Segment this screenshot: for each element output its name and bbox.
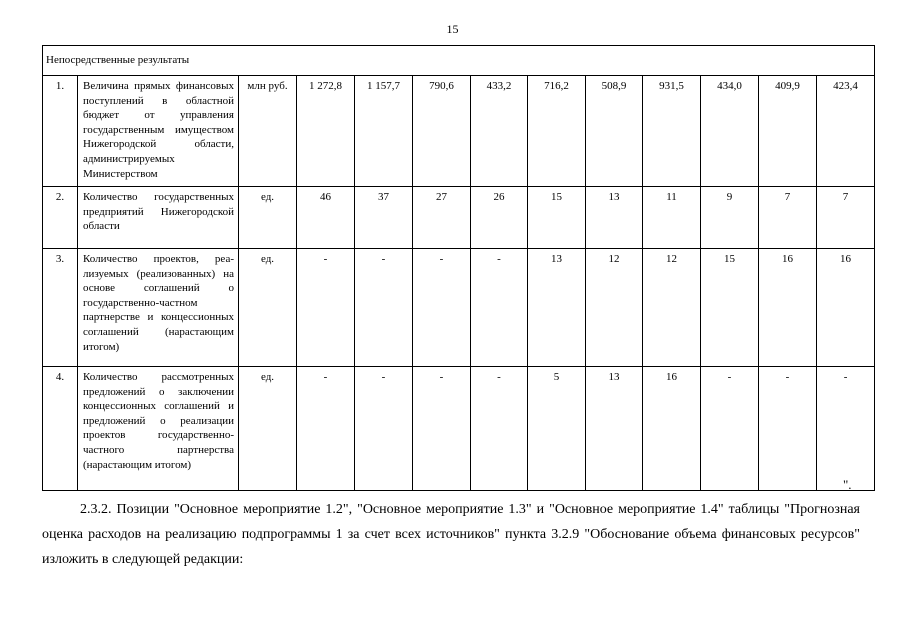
value-cell: - bbox=[297, 249, 355, 367]
value-cell: - bbox=[413, 367, 471, 491]
value-cell: 716,2 bbox=[528, 76, 586, 187]
value-cell: 16 bbox=[817, 249, 875, 367]
value-cell: 13 bbox=[528, 249, 586, 367]
value-cell: 37 bbox=[355, 187, 413, 249]
value-cell: 1 272,8 bbox=[297, 76, 355, 187]
value-cell: 11 bbox=[643, 187, 701, 249]
row-number: 1. bbox=[43, 76, 78, 187]
value-cell: - bbox=[297, 367, 355, 491]
section-header-row bbox=[43, 46, 875, 76]
value-cell: 16 bbox=[643, 367, 701, 491]
value-cell: - bbox=[355, 367, 413, 491]
closing-quote: ". bbox=[843, 477, 852, 492]
value-cell: 13 bbox=[586, 187, 643, 249]
value-cell: 15 bbox=[528, 187, 586, 249]
value-cell: 790,6 bbox=[413, 76, 471, 187]
row-number: 4. bbox=[43, 367, 78, 491]
indicator-name: Величина прямых финансовых поступлений в областной бюджет от управления государственным имуществом Нижегородской области, администрируемых Министерством bbox=[78, 76, 239, 187]
value-cell: - bbox=[471, 249, 528, 367]
value-cell: 12 bbox=[586, 249, 643, 367]
value-cell: - bbox=[701, 367, 759, 491]
value-cell: 13 bbox=[586, 367, 643, 491]
value-cell: 12 bbox=[643, 249, 701, 367]
value-cell: 26 bbox=[471, 187, 528, 249]
unit-cell: ед. bbox=[239, 249, 297, 367]
indicator-name: Количество рассмотренных предложений о заключении концессионных соглашений и предложений о реализации проектов государственно-частного партнерства (нарастающим итогом) bbox=[78, 367, 239, 491]
unit-cell: ед. bbox=[239, 187, 297, 249]
results-table bbox=[42, 45, 875, 491]
indicator-name: Количество проектов, реализуемых (реализованных) на основе соглашений о государственно-частном партнерстве и концессионных соглашений (нарастающим итогом) bbox=[78, 249, 239, 367]
value-cell: - bbox=[817, 367, 875, 491]
indicator-name: Количество государственных предприятий Нижегородской области bbox=[78, 187, 239, 249]
value-cell: 5 bbox=[528, 367, 586, 491]
row-number: 2. bbox=[43, 187, 78, 249]
value-cell: - bbox=[471, 367, 528, 491]
value-cell: 423,4 bbox=[817, 76, 875, 187]
value-cell: 508,9 bbox=[586, 76, 643, 187]
value-cell: - bbox=[759, 367, 817, 491]
value-cell: - bbox=[413, 249, 471, 367]
value-cell: 434,0 bbox=[701, 76, 759, 187]
body-paragraph: 2.3.2. Позиции "Основное мероприятие 1.2", "Основное мероприятие 1.3" и "Основное мероприятие 1.4" таблицы "Прогнозная оценка расходов на реализацию подпрограммы 1 за счет всех источников" пункта 3.2.9 "Обоснование объема финансовых ресурсов" изложить в следующей редакции: bbox=[42, 502, 860, 567]
value-cell: 1 157,7 bbox=[355, 76, 413, 187]
value-cell: 409,9 bbox=[759, 76, 817, 187]
table-row bbox=[43, 249, 875, 367]
table-row bbox=[43, 187, 875, 249]
table-row bbox=[43, 76, 875, 187]
row-number: 3. bbox=[43, 249, 78, 367]
value-cell: 7 bbox=[817, 187, 875, 249]
value-cell: 27 bbox=[413, 187, 471, 249]
value-cell: 46 bbox=[297, 187, 355, 249]
value-cell: 16 bbox=[759, 249, 817, 367]
value-cell: - bbox=[355, 249, 413, 367]
value-cell: 931,5 bbox=[643, 76, 701, 187]
value-cell: 7 bbox=[759, 187, 817, 249]
value-cell: 9 bbox=[701, 187, 759, 249]
table-row bbox=[43, 367, 875, 491]
unit-cell: млн руб. bbox=[239, 76, 297, 187]
value-cell: 433,2 bbox=[471, 76, 528, 187]
value-cell: 15 bbox=[701, 249, 759, 367]
unit-cell: ед. bbox=[239, 367, 297, 491]
page-number: 15 bbox=[446, 22, 459, 36]
section-header: Непосредственные результаты bbox=[43, 46, 875, 76]
